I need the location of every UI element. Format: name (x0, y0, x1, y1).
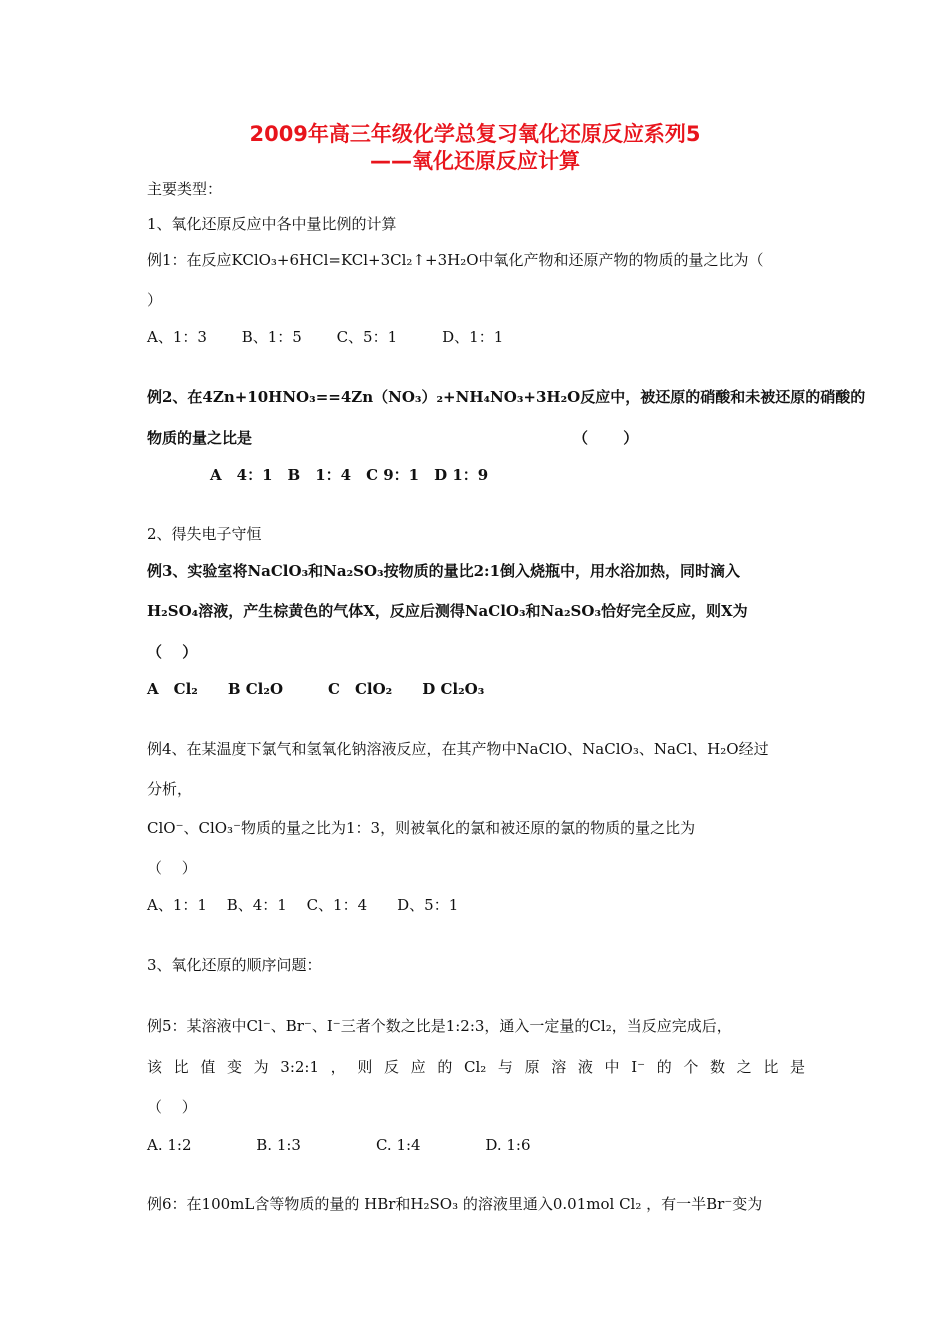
example-2-answer-paren: （ ） (573, 429, 639, 447)
example-4-options: A、1：1 B、4：1 C、1：4 D、5：1 (147, 896, 459, 914)
example-4-line-4: （ ） (147, 859, 197, 877)
example-2-line-1: 例2、在4Zn+10HNO₃==4Zn（NO₃）₂+NH₄NO₃+3H₂O反应中，被还原的硝酸和未被还原的硝酸的 (147, 388, 866, 406)
example-2-options: A 4：1 B 1：4 C 9：1 D 1：9 (210, 466, 489, 484)
example-4-line-2: 分析， (147, 780, 193, 798)
example-1-line-2: ） (147, 291, 163, 309)
title-line-1: 2009年高三年级化学总复习氧化还原反应系列5 (249, 122, 701, 146)
example-5-line-2: 该比值变为3:2:1，则反应的Cl₂与原溶液中I⁻的个数之比是 (147, 1058, 805, 1076)
example-2-line-2: 物质的量之比是 (147, 429, 253, 447)
example-6-line-1: 例6：在100mL含等物质的量的 HBr和H₂SO₃ 的溶液里通入0.01mol Cl₂ ，有一半Br⁻变为 (147, 1195, 763, 1213)
example-1-options: A、1：3 B、1：5 C、5：1 D、1：1 (147, 328, 504, 346)
title-line-2: ——氧化还原反应计算 (370, 149, 580, 173)
example-3-line-1: 例3、实验室将NaClO₃和Na₂SO₃按物质的量比2:1倒入烧瓶中，用水浴加热，同时滴入 (147, 562, 741, 580)
example-4-line-1: 例4、在某温度下氯气和氢氧化钠溶液反应，在其产物中NaClO、NaClO₃、NaCl、H₂O经过 (147, 740, 769, 758)
section-1-heading: 1、氧化还原反应中各中量比例的计算 (147, 215, 397, 233)
example-3-line-2: H₂SO₄溶液，产生棕黄色的气体X，反应后测得NaClO₃和Na₂SO₃恰好完全反应，则X为 (147, 602, 748, 620)
example-3-line-3: （ ） (147, 643, 198, 661)
example-3-options: A Cl₂ B Cl₂O C ClO₂ D Cl₂O₃ (147, 680, 485, 698)
section-3-heading: 3、氧化还原的顺序问题： (147, 956, 322, 974)
example-4-line-3: ClO⁻、ClO₃⁻物质的量之比为1：3，则被氧化的氯和被还原的氯的物质的量之比为 (147, 819, 696, 837)
example-1-line-1: 例1：在反应KClO₃+6HCl=KCl+3Cl₂↑+3H₂O中氧化产物和还原产物的物质的量之比为（ (147, 251, 764, 269)
example-5-options: A. 1:2 B. 1:3 C. 1:4 D. 1:6 (147, 1136, 531, 1154)
example-5-line-1: 例5：某溶液中Cl⁻、Br⁻、I⁻三者个数之比是1:2:3，通入一定量的Cl₂，当反应完成后， (147, 1017, 732, 1035)
example-5-line-3: （ ） (147, 1098, 197, 1116)
main-types-label: 主要类型： (147, 180, 223, 198)
section-2-heading: 2、得失电子守恒 (147, 525, 262, 543)
